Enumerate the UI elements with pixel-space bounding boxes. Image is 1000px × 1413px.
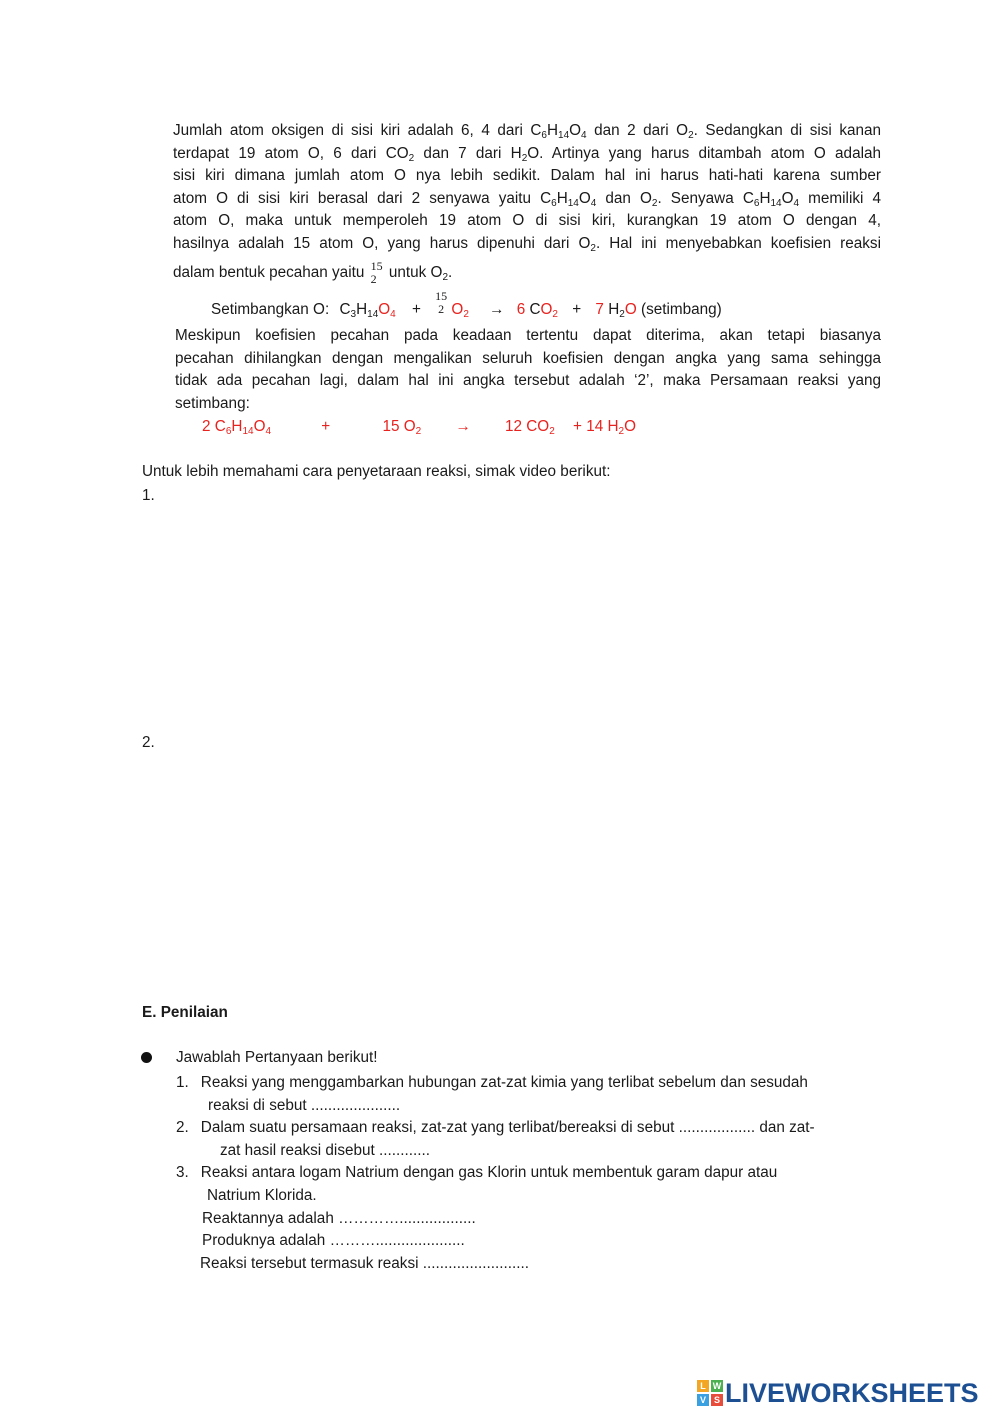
coefficient: 6	[516, 301, 526, 318]
fraction-removal-paragraph	[175, 325, 881, 415]
fraction: 15 2	[370, 258, 383, 286]
plus-sign: +	[572, 301, 582, 318]
paragraph-line: pecahan dihilangkan dengan mengalikan seluruh koefisien dengan angka yang sama sehingga	[175, 349, 881, 367]
video-embed-placeholder[interactable]	[160, 752, 760, 972]
logo-cube: S	[711, 1394, 723, 1406]
paragraph-line: Meskipun koefisien pecahan pada keadaan tertentu dapat diterima, akan tetapi biasanya	[175, 327, 881, 344]
oxygen-formula: 15 $O_2$	[382, 418, 422, 437]
balance-oxygen-equation	[211, 288, 722, 320]
paragraph-line: atom O di sisi kiri berasal dari 2 senyawa yaitu $C_6H_{14}O_4$ dan $O_2$. Senyawa $C_6H_{14}O_4$ memiliki 4	[173, 189, 881, 209]
product-answer-line[interactable]: Produknya adalah ……….....................	[202, 1232, 465, 1250]
paragraph-line: hasilnya adalah 15 atom O, yang harus dipenuhi dari $O_2$. Hal ini menyebabkan koefisien reaksi	[173, 234, 881, 254]
product-formula: $H_2O$	[608, 301, 637, 320]
video-item-number: 1.	[142, 487, 155, 504]
oxygen-explanation-paragraph	[173, 120, 881, 286]
reactant-answer-line[interactable]: Reaktannya adalah …………..................	[202, 1209, 476, 1227]
logo-cube: W	[712, 1381, 722, 1391]
product-formula: 12 $CO_2$	[505, 418, 555, 437]
logo-text: LIVEWORKSHEETS	[725, 1377, 979, 1408]
oxygen-formula: $O_2$	[451, 301, 469, 320]
product-formula: + 14 $H_2O$	[573, 418, 636, 437]
question-continuation: Natrium Klorida.	[207, 1186, 317, 1204]
reaction-type-answer-line[interactable]: Reaksi tersebut termasuk reaksi .........................	[200, 1254, 529, 1272]
coefficient: 7	[595, 301, 604, 318]
questions-intro: Jawablah Pertanyaan berikut!	[176, 1049, 378, 1066]
paragraph-line: Jumlah atom oksigen di sisi kiri adalah 6, 4 dari $C_6H_{14}O_4$ dan 2 dari $O_2$. Sedangkan di sisi kanan	[173, 122, 881, 141]
paragraph-line: tidak ada pecahan lagi, dalam hal ini angka tersebut adalah ‘2’, maka Persamaan reaksi yang	[175, 372, 881, 390]
logo-cubes-icon	[697, 1380, 723, 1406]
fraction: 15 2	[435, 288, 448, 316]
question-item: 2. Dalam suatu persamaan reaksi, zat-zat yang terlibat/bereaksi di sebut .................. dan zat-	[176, 1119, 815, 1137]
logo-cube: L	[697, 1380, 709, 1392]
question-item: 3. Reaksi antara logam Natrium dengan gas Klorin untuk membentuk garam dapur atau	[176, 1164, 778, 1182]
bullet-icon	[141, 1052, 152, 1063]
section-heading: E. Penilaian	[142, 1004, 228, 1021]
reactant-formula: $C_3H_{14}O_4$	[339, 301, 396, 320]
liveworksheets-logo	[697, 1377, 979, 1409]
plus-sign: +	[321, 418, 331, 435]
paragraph-line: setimbang:	[175, 394, 250, 412]
video-item-number: 2.	[142, 734, 155, 751]
question-item: 1. Reaksi yang menggambarkan hubungan zat-zat kimia yang terlibat sebelum dan sesudah	[176, 1074, 808, 1091]
final-balanced-equation	[202, 418, 636, 436]
reaction-arrow: →	[489, 301, 505, 318]
question-continuation: zat hasil reaksi disebut ............	[220, 1141, 430, 1159]
equation-note: (setimbang)	[640, 301, 722, 318]
plus-sign: +	[411, 301, 421, 318]
product-formula: $CO_2$	[529, 301, 558, 320]
video-intro-text: Untuk lebih memahami cara penyetaraan reaksi, simak video berikut:	[142, 463, 611, 480]
questions-list	[176, 1072, 815, 1275]
paragraph-line: atom O, maka untuk memperoleh 19 atom O di sisi kiri, kurangkan 19 atom O dengan 4,	[173, 212, 881, 230]
reactant-formula: 2 $C_6H_{14}O_4$	[202, 418, 272, 437]
paragraph-line: sisi kiri dimana jumlah atom O nya lebih sedikit. Dalam hal ini harus hati-hati karena sumber	[173, 167, 881, 185]
reaction-arrow: →	[455, 418, 471, 435]
video-embed-placeholder[interactable]	[160, 505, 760, 725]
paragraph-line: dalam bentuk pecahan yaitu 15 2 untuk $O_2$.	[173, 258, 453, 286]
question-continuation: reaksi di sebut .....................	[208, 1096, 401, 1114]
logo-cube: V	[697, 1394, 709, 1406]
equation-label: Setimbangkan O:	[211, 301, 330, 318]
paragraph-line: terdapat 19 atom O, 6 dari $CO_2$ dan 7 dari $H_2O$. Artinya yang harus ditambah atom O adalah	[173, 144, 881, 164]
